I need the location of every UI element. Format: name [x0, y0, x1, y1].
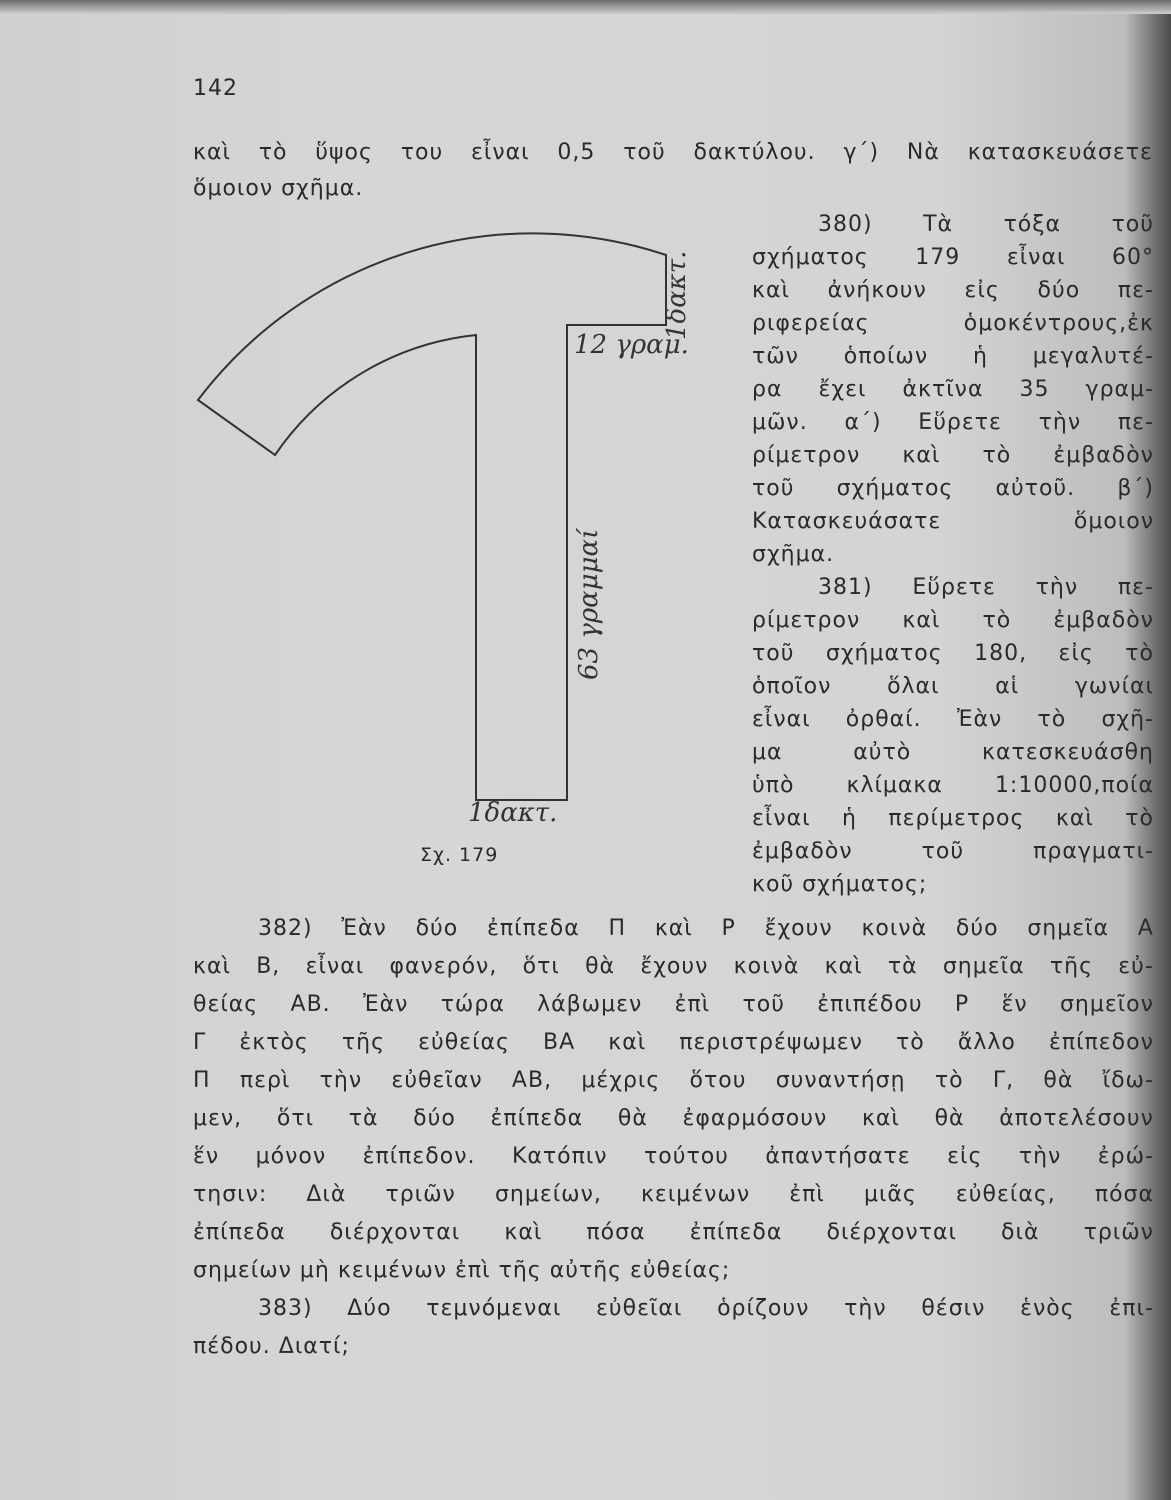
right-line-14	[752, 639, 1154, 669]
full-text-11-word-4: ὁρίζουν	[717, 1296, 810, 1321]
full-text-5-word-1: περὶ	[239, 1068, 291, 1093]
right-text-2-word-0: σχήματος	[752, 245, 869, 270]
right-text-1-word-2: τόξα	[1003, 212, 1062, 237]
intro-text-1-word-6: τοῦ	[623, 140, 666, 165]
right-text-3-word-3: δύο	[1037, 278, 1081, 303]
right-text-18-word-0: ὑπὸ	[752, 773, 795, 798]
full-line-12: πέδου. Διατί;	[193, 1334, 350, 1359]
right-text-8-word-1: καὶ	[902, 443, 941, 468]
full-text-9-word-0: ἐπίπεδα	[193, 1220, 286, 1245]
right-text-2-word-3: 60°	[1111, 245, 1154, 270]
intro-text-1-word-7: δακτύλου.	[693, 140, 816, 165]
right-text-12-word-1: Εὕρετε	[912, 575, 996, 600]
right-text-14-word-2: 180,	[974, 641, 1028, 666]
right-text-19-word-0: εἶναι	[752, 806, 811, 831]
full-text-3-word-6: τοῦ	[742, 992, 785, 1017]
figure-label-stem: 63 γραμμαί	[574, 528, 604, 680]
full-text-7-word-7: τὴν	[1018, 1144, 1062, 1169]
full-text-1-word-1: Ἐὰν	[341, 916, 387, 941]
right-text-9-word-0: τοῦ	[752, 476, 795, 501]
full-text-2-word-9: τὰ	[887, 954, 918, 979]
right-text-8-word-2: τὸ	[982, 443, 1012, 468]
intro-text-1-word-10: κατασκευάσετε	[967, 140, 1153, 165]
full-text-3-word-10: σημεῖον	[1059, 992, 1154, 1017]
page-top-shadow	[0, 0, 1171, 14]
right-line-11: σχῆμα.	[752, 542, 835, 567]
full-text-1-word-6: Ρ	[721, 916, 736, 941]
right-text-14-word-4: τὸ	[1125, 641, 1154, 666]
full-line-1	[258, 914, 1154, 944]
page-number: 142	[193, 76, 238, 101]
full-text-8-word-6: μιᾶς	[863, 1182, 917, 1207]
full-text-3-word-9: ἕν	[1001, 992, 1028, 1017]
full-line-6	[193, 1104, 1154, 1134]
full-text-3-word-3: τώρα	[440, 992, 505, 1017]
full-text-11-word-8: ἐπι-	[1109, 1296, 1154, 1321]
intro-text-1-word-8: γ΄)	[843, 140, 880, 165]
right-text-3-word-4: πε-	[1117, 278, 1154, 303]
right-line-20	[752, 837, 1154, 867]
full-text-9-word-4: ἐπίπεδα	[689, 1220, 783, 1245]
full-text-2-word-0: καὶ	[193, 954, 231, 979]
right-text-8-word-0: ρίμετρον	[752, 443, 861, 468]
full-text-2-word-5: θὰ	[585, 954, 616, 979]
right-text-1-word-1: Τὰ	[923, 212, 954, 237]
full-text-7-word-8: ἐρώ-	[1097, 1144, 1154, 1169]
right-line-17	[752, 738, 1154, 768]
full-text-3-word-7: ἐπιπέδου	[817, 992, 923, 1017]
full-text-2-word-4: ὅτι	[522, 954, 560, 979]
intro-text-1-word-1: τὸ	[258, 140, 288, 165]
right-text-15-word-2: αἱ	[995, 674, 1020, 699]
right-text-5-word-3: μεγαλυτέ-	[1032, 344, 1154, 369]
full-text-6-word-4: ἐπίπεδα	[490, 1106, 584, 1131]
full-text-7-word-1: μόνον	[255, 1144, 327, 1169]
full-line-4	[193, 1028, 1154, 1058]
full-text-5-word-3: εὐθεῖαν	[391, 1068, 483, 1093]
figure-outline	[198, 233, 666, 800]
right-text-19-word-4: τὸ	[1125, 806, 1154, 831]
right-text-7-word-4: πε-	[1117, 410, 1154, 435]
full-text-5-word-8: τὸ	[934, 1068, 964, 1093]
full-text-6-word-9: ἀποτελέσουν	[999, 1106, 1154, 1131]
right-text-17-word-0: μα	[752, 740, 783, 765]
right-text-12-word-3: πε-	[1117, 575, 1154, 600]
right-text-16-word-0: εἶναι	[752, 707, 811, 732]
full-text-9-word-7: τριῶν	[1083, 1220, 1154, 1245]
full-line-3	[193, 990, 1154, 1020]
full-text-5-word-7: συναντήσῃ	[775, 1068, 906, 1093]
right-text-5-word-2: ἡ	[972, 344, 988, 369]
right-text-12-word-2: τὴν	[1035, 575, 1079, 600]
right-line-7	[752, 408, 1154, 438]
full-text-6-word-5: θὰ	[617, 1106, 648, 1131]
full-text-4-word-3: εὐθείας	[418, 1030, 510, 1055]
right-text-5-word-1: ὁποίων	[843, 344, 929, 369]
right-line-12	[818, 573, 1154, 603]
right-text-1-word-0: 380)	[818, 212, 873, 237]
full-text-1-word-10: σημεῖα	[1027, 916, 1110, 941]
full-text-8-word-3: σημείων,	[494, 1182, 602, 1207]
right-text-17-word-1: αὐτὸ	[853, 740, 912, 765]
right-text-5-word-0: τῶν	[752, 344, 799, 369]
right-text-7-word-0: μῶν.	[752, 410, 808, 435]
full-text-6-word-1: ὅτι	[276, 1106, 315, 1131]
intro-text-1-word-4: εἶναι	[471, 140, 530, 165]
right-text-20-word-2: πραγματι-	[1033, 839, 1154, 864]
full-text-7-word-5: ἀπαντήσατε	[765, 1144, 911, 1169]
full-text-11-word-3: εὐθεῖαι	[596, 1296, 683, 1321]
full-text-3-word-4: λάβωμεν	[537, 992, 643, 1017]
right-text-13-word-0: ρίμετρον	[752, 608, 861, 633]
full-text-2-word-8: καὶ	[824, 954, 863, 979]
intro-line-2: ὅμοιον σχῆμα.	[193, 176, 364, 201]
full-text-3-word-1: ΑΒ.	[290, 992, 331, 1017]
full-text-2-word-6: ἔχουν	[640, 954, 709, 979]
full-text-1-word-4: Π	[608, 916, 627, 941]
full-text-8-word-8: πόσα	[1094, 1182, 1154, 1207]
full-text-2-word-11: τῆς	[1049, 954, 1093, 979]
full-text-3-word-8: Ρ	[954, 992, 970, 1017]
full-text-3-word-5: ἐπὶ	[674, 992, 711, 1017]
full-text-1-word-5: καὶ	[654, 916, 693, 941]
full-text-9-word-6: διὰ	[1001, 1220, 1040, 1245]
right-text-9-word-1: σχήματος	[836, 476, 954, 501]
right-text-1-word-3: τοῦ	[1111, 212, 1154, 237]
full-text-4-word-1: ἐκτὸς	[239, 1030, 309, 1055]
full-text-2-word-12: εὐ-	[1118, 954, 1154, 979]
right-text-4-word-1: ὁμοκέντρους,ἐκ	[963, 311, 1154, 336]
right-text-7-word-2: Εὕρετε	[918, 410, 1002, 435]
right-text-16-word-4: σχῆ-	[1101, 707, 1154, 732]
intro-text-1-word-5: 0,5	[557, 140, 596, 165]
figure-label-top: 1δακτ.	[662, 250, 692, 340]
figure-label-mid: 12 γραμ.	[574, 330, 689, 360]
right-text-6-word-1: ἔχει	[818, 377, 867, 402]
full-text-1-word-2: δύο	[415, 916, 459, 941]
full-line-5	[193, 1066, 1154, 1096]
right-text-13-word-3: ἐμβαδὸν	[1053, 608, 1154, 633]
right-text-9-word-3: β΄)	[1117, 476, 1154, 501]
right-text-3-word-1: ἀνήκουν	[827, 278, 927, 303]
right-line-10	[752, 507, 1154, 537]
full-text-5-word-11: ἴδω-	[1102, 1068, 1154, 1093]
right-text-10-word-0: Κατασκευάσατε	[752, 509, 942, 534]
full-text-1-word-9: δύο	[955, 916, 999, 941]
right-text-2-word-1: 179	[915, 245, 961, 270]
full-text-5-word-2: τὴν	[319, 1068, 363, 1093]
full-text-4-word-2: τῆς	[341, 1030, 386, 1055]
right-text-4-word-0: ριφερείας	[752, 311, 870, 336]
right-text-8-word-3: ἐμβαδὸν	[1053, 443, 1154, 468]
right-text-6-word-2: ἀκτῖνα	[902, 377, 984, 402]
right-text-14-word-1: σχήματος	[825, 641, 943, 666]
full-text-8-word-7: εὐθείας,	[955, 1182, 1056, 1207]
right-text-6-word-4: γραμ-	[1085, 377, 1154, 402]
right-line-8	[752, 441, 1154, 471]
right-text-19-word-3: καὶ	[1055, 806, 1094, 831]
right-text-12-word-0: 381)	[818, 575, 873, 600]
right-text-15-word-0: ὁποῖον	[752, 674, 832, 699]
full-text-1-word-11: Α	[1137, 916, 1154, 941]
full-text-1-word-7: ἔχουν	[764, 916, 833, 941]
full-text-4-word-0: Γ	[193, 1030, 207, 1055]
full-line-2	[193, 952, 1154, 982]
full-text-11-word-5: τὴν	[844, 1296, 887, 1321]
full-text-9-word-1: διέρχονται	[329, 1220, 461, 1245]
full-text-6-word-3: δύο	[413, 1106, 456, 1131]
full-text-4-word-4: ΒΑ	[543, 1030, 576, 1055]
right-line-16	[752, 705, 1154, 735]
full-text-2-word-3: φανερόν,	[389, 954, 498, 979]
full-text-4-word-9: ἐπίπεδον	[1048, 1030, 1154, 1055]
full-text-2-word-7: κοινὰ	[733, 954, 800, 979]
right-text-6-word-3: 35	[1019, 377, 1050, 402]
full-text-5-word-5: μέχρις	[581, 1068, 661, 1093]
full-text-3-word-0: θείας	[193, 992, 259, 1017]
full-text-6-word-8: θὰ	[934, 1106, 965, 1131]
full-text-7-word-6: εἰς	[947, 1144, 983, 1169]
intro-text-1-word-3: του	[400, 140, 444, 165]
full-text-1-word-3: ἐπίπεδα	[487, 916, 580, 941]
full-line-8	[193, 1180, 1154, 1210]
full-text-5-word-0: Π	[193, 1068, 211, 1093]
full-text-8-word-2: τριῶν	[385, 1182, 456, 1207]
full-text-5-word-4: ΑΒ,	[511, 1068, 553, 1093]
right-line-6	[752, 375, 1154, 405]
right-text-18-word-1: κλίμακα	[846, 773, 943, 798]
full-text-9-word-5: διέρχονται	[826, 1220, 957, 1245]
full-text-4-word-5: καὶ	[608, 1030, 647, 1055]
right-text-14-word-3: εἰς	[1058, 641, 1094, 666]
full-text-11-word-2: τεμνόμεναι	[426, 1296, 562, 1321]
full-line-7	[193, 1142, 1154, 1172]
full-text-6-word-0: μεν,	[193, 1106, 243, 1131]
full-text-7-word-0: ἕν	[193, 1144, 220, 1169]
intro-line-1	[193, 138, 1153, 168]
full-text-7-word-3: Κατόπιν	[511, 1144, 608, 1169]
right-text-7-word-1: α΄)	[844, 410, 882, 435]
right-text-13-word-2: τὸ	[982, 608, 1012, 633]
full-text-4-word-8: ἄλλο	[957, 1030, 1016, 1055]
right-text-3-word-0: καὶ	[752, 278, 790, 303]
right-text-14-word-0: τοῦ	[752, 641, 795, 666]
right-text-18-word-2: 1:10000,ποία	[994, 773, 1154, 798]
right-text-15-word-1: ὅλαι	[887, 674, 940, 699]
right-text-19-word-1: ἡ	[842, 806, 857, 831]
right-line-13	[752, 606, 1154, 636]
right-line-5	[752, 342, 1154, 372]
full-text-6-word-2: τὰ	[348, 1106, 379, 1131]
right-text-19-word-2: περίμετρος	[888, 806, 1025, 831]
full-text-8-word-1: Διὰ	[306, 1182, 347, 1207]
right-line-3	[752, 276, 1154, 306]
right-text-7-word-3: τὴν	[1038, 410, 1082, 435]
full-text-1-word-8: κοινὰ	[861, 916, 928, 941]
right-text-10-word-1: ὅμοιον	[1073, 509, 1154, 534]
full-text-1-word-0: 382)	[258, 916, 313, 941]
right-text-3-word-2: εἰς	[964, 278, 1000, 303]
right-text-13-word-1: καὶ	[902, 608, 941, 633]
full-text-6-word-6: ἐφαρμόσουν	[682, 1106, 828, 1131]
full-line-9	[193, 1218, 1154, 1248]
full-text-2-word-10: σημεῖα	[942, 954, 1025, 979]
full-line-11	[258, 1294, 1154, 1324]
full-text-3-word-2: Ἐὰν	[362, 992, 409, 1017]
full-text-5-word-10: θὰ	[1043, 1068, 1074, 1093]
right-text-16-word-3: τὸ	[1037, 707, 1067, 732]
right-text-17-word-2: κατεσκευάσθη	[982, 740, 1154, 765]
intro-text-1-word-2: ὕψος	[315, 140, 373, 165]
full-text-2-word-2: εἶναι	[305, 954, 365, 979]
right-text-6-word-0: ρα	[752, 377, 783, 402]
right-text-15-word-3: γωνίαι	[1074, 674, 1154, 699]
full-text-7-word-2: ἐπίπεδον.	[362, 1144, 476, 1169]
full-text-11-word-6: θέσιν	[921, 1296, 986, 1321]
right-text-2-word-2: εἶναι	[1006, 245, 1066, 270]
right-line-15	[752, 672, 1154, 702]
right-line-1	[818, 210, 1154, 240]
full-text-6-word-7: καὶ	[861, 1106, 900, 1131]
right-text-20-word-1: τοῦ	[921, 839, 965, 864]
right-text-9-word-2: αὐτοῦ.	[995, 476, 1076, 501]
full-text-11-word-0: 383)	[258, 1296, 313, 1321]
figure-caption: Σχ. 179	[420, 844, 499, 866]
intro-text-1-word-0: καὶ	[193, 140, 231, 165]
full-line-10: σημείων μὴ κειμένων ἐπὶ τῆς αὐτῆς εὐθείας;	[193, 1258, 731, 1283]
right-text-20-word-0: ἐμβαδὸν	[752, 839, 853, 864]
full-text-8-word-5: ἐπὶ	[789, 1182, 825, 1207]
right-line-9	[752, 474, 1154, 504]
right-text-16-word-1: ὀρθαί.	[845, 707, 922, 732]
intro-text-1-word-9: Νὰ	[906, 140, 940, 165]
full-text-4-word-7: τὸ	[896, 1030, 925, 1055]
right-line-19	[752, 804, 1154, 834]
full-text-4-word-6: περιστρέψωμεν	[679, 1030, 863, 1055]
full-text-5-word-9: Γ,	[992, 1068, 1015, 1093]
right-line-4	[752, 309, 1154, 339]
full-text-8-word-0: τησιν:	[193, 1182, 268, 1207]
right-line-18	[752, 771, 1154, 801]
right-line-2	[752, 243, 1154, 273]
figure-label-bottom: 1δακτ.	[468, 798, 558, 828]
full-text-7-word-4: τούτου	[644, 1144, 729, 1169]
right-line-21: κοῦ σχήματος;	[752, 872, 928, 897]
full-text-5-word-6: ὅτου	[689, 1068, 747, 1093]
right-text-16-word-2: Ἐὰν	[956, 707, 1003, 732]
full-text-9-word-2: καὶ	[504, 1220, 543, 1245]
full-text-9-word-3: πόσα	[586, 1220, 646, 1245]
full-text-11-word-1: Δύο	[347, 1296, 392, 1321]
full-text-11-word-7: ἑνὸς	[1020, 1296, 1075, 1321]
full-text-2-word-1: Β,	[256, 954, 281, 979]
full-text-8-word-4: κειμένων	[640, 1182, 751, 1207]
